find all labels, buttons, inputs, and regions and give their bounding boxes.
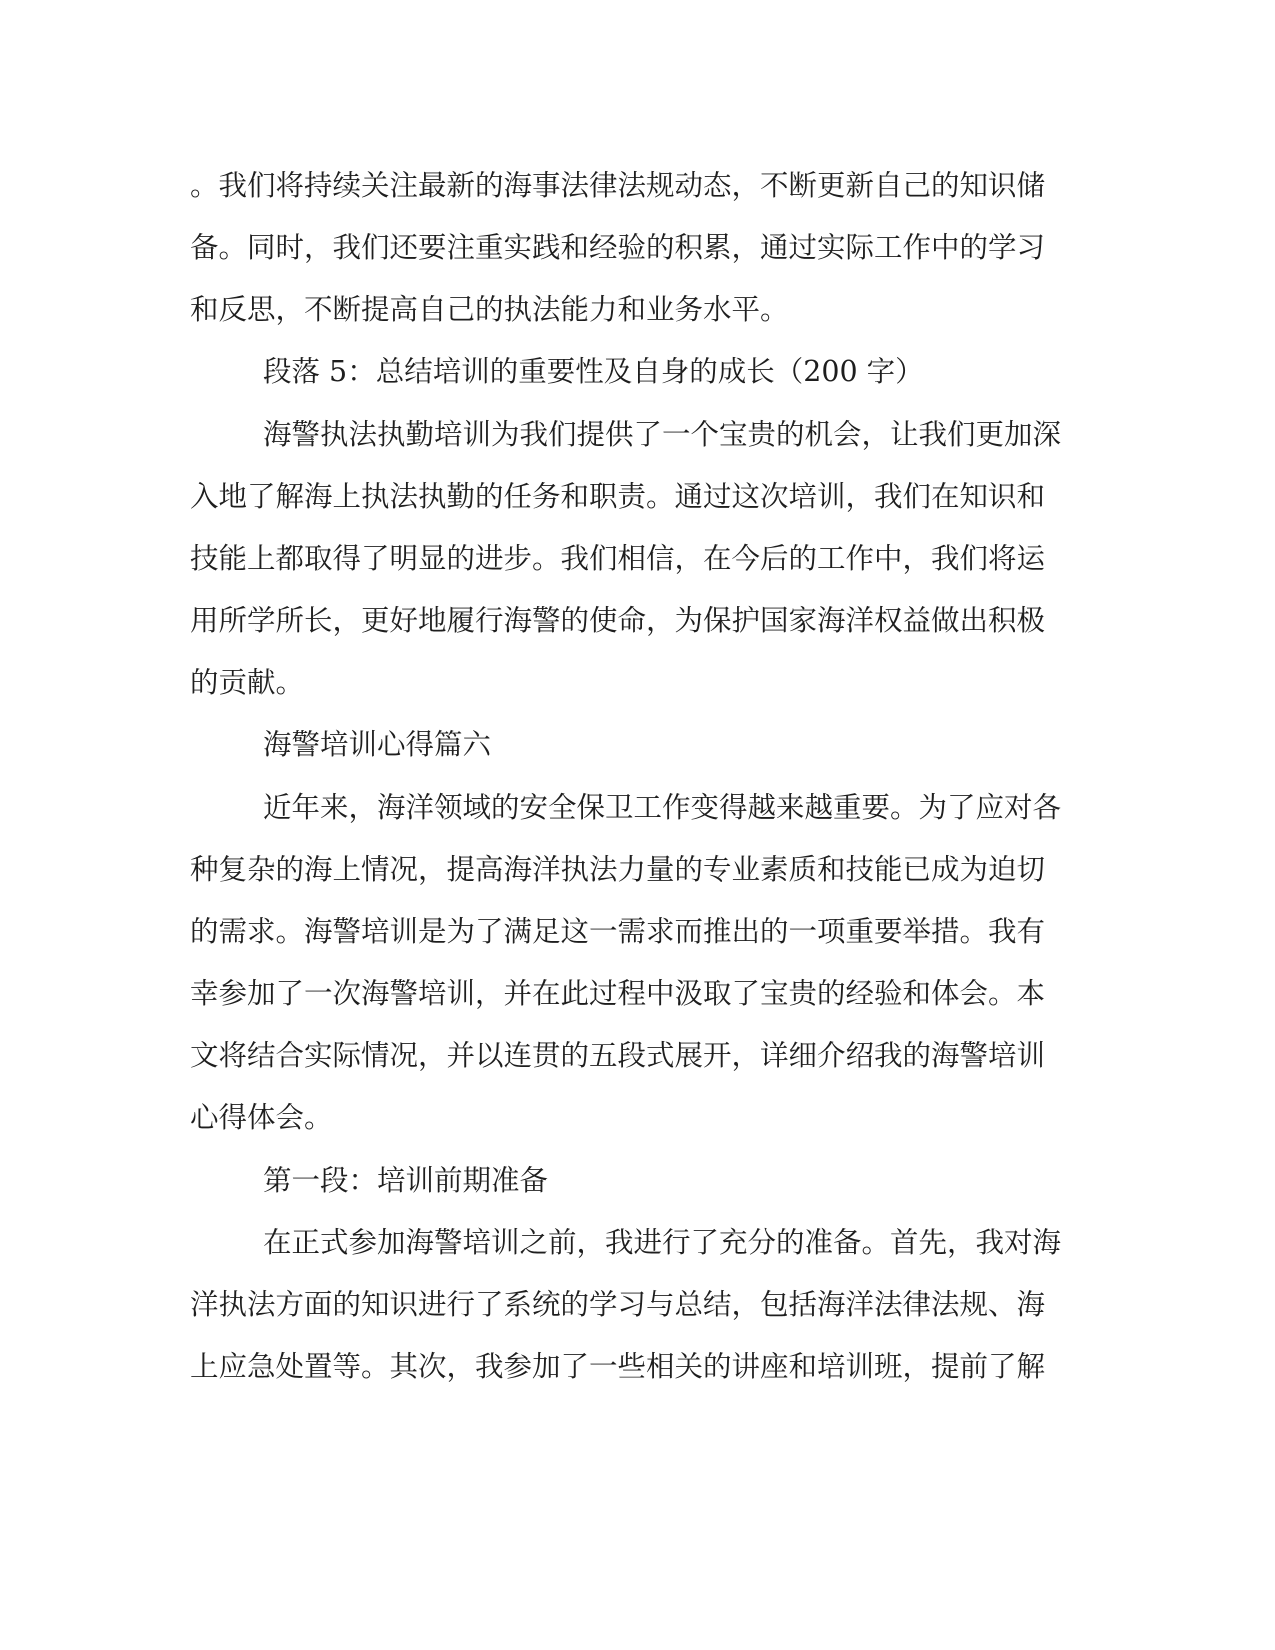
text-line: 海警执法执勤培训为我们提供了一个宝贵的机会，让我们更加深 bbox=[263, 418, 1062, 451]
section-heading: 第一段：培训前期准备 bbox=[263, 1164, 549, 1197]
text-line: 。我们将持续关注最新的海事法律法规动态，不断更新自己的知识储 bbox=[190, 169, 1046, 202]
text-line: 洋执法方面的知识进行了系统的学习与总结，包括海洋法律法规、海 bbox=[190, 1288, 1046, 1321]
text-line: 种复杂的海上情况，提高海洋执法力量的专业素质和技能已成为迫切 bbox=[190, 853, 1046, 886]
section-heading: 段落 5：总结培训的重要性及自身的成长（200 字） bbox=[263, 355, 924, 388]
text-line: 上应急处置等。其次，我参加了一些相关的讲座和培训班，提前了解 bbox=[190, 1350, 1046, 1383]
text-line: 的贡献。 bbox=[190, 666, 305, 699]
text-line: 备。同时，我们还要注重实践和经验的积累，通过实际工作中的学习 bbox=[190, 231, 1046, 264]
article-title: 海警培训心得篇六 bbox=[263, 728, 492, 761]
text-line: 入地了解海上执法执勤的任务和职责。通过这次培训，我们在知识和 bbox=[190, 480, 1046, 513]
text-line: 文将结合实际情况，并以连贯的五段式展开，详细介绍我的海警培训 bbox=[190, 1039, 1046, 1072]
text-line: 技能上都取得了明显的进步。我们相信，在今后的工作中，我们将运 bbox=[190, 542, 1046, 575]
text-line: 近年来，海洋领域的安全保卫工作变得越来越重要。为了应对各 bbox=[263, 791, 1062, 824]
text-line: 用所学所长，更好地履行海警的使命，为保护国家海洋权益做出积极 bbox=[190, 604, 1046, 637]
text-line: 幸参加了一次海警培训，并在此过程中汲取了宝贵的经验和体会。本 bbox=[190, 977, 1046, 1010]
text-line: 的需求。海警培训是为了满足这一需求而推出的一项重要举措。我有 bbox=[190, 915, 1046, 948]
text-line: 在正式参加海警培训之前，我进行了充分的准备。首先，我对海 bbox=[263, 1226, 1062, 1259]
text-line: 心得体会。 bbox=[190, 1101, 333, 1134]
text-line: 和反思，不断提高自己的执法能力和业务水平。 bbox=[190, 293, 789, 326]
